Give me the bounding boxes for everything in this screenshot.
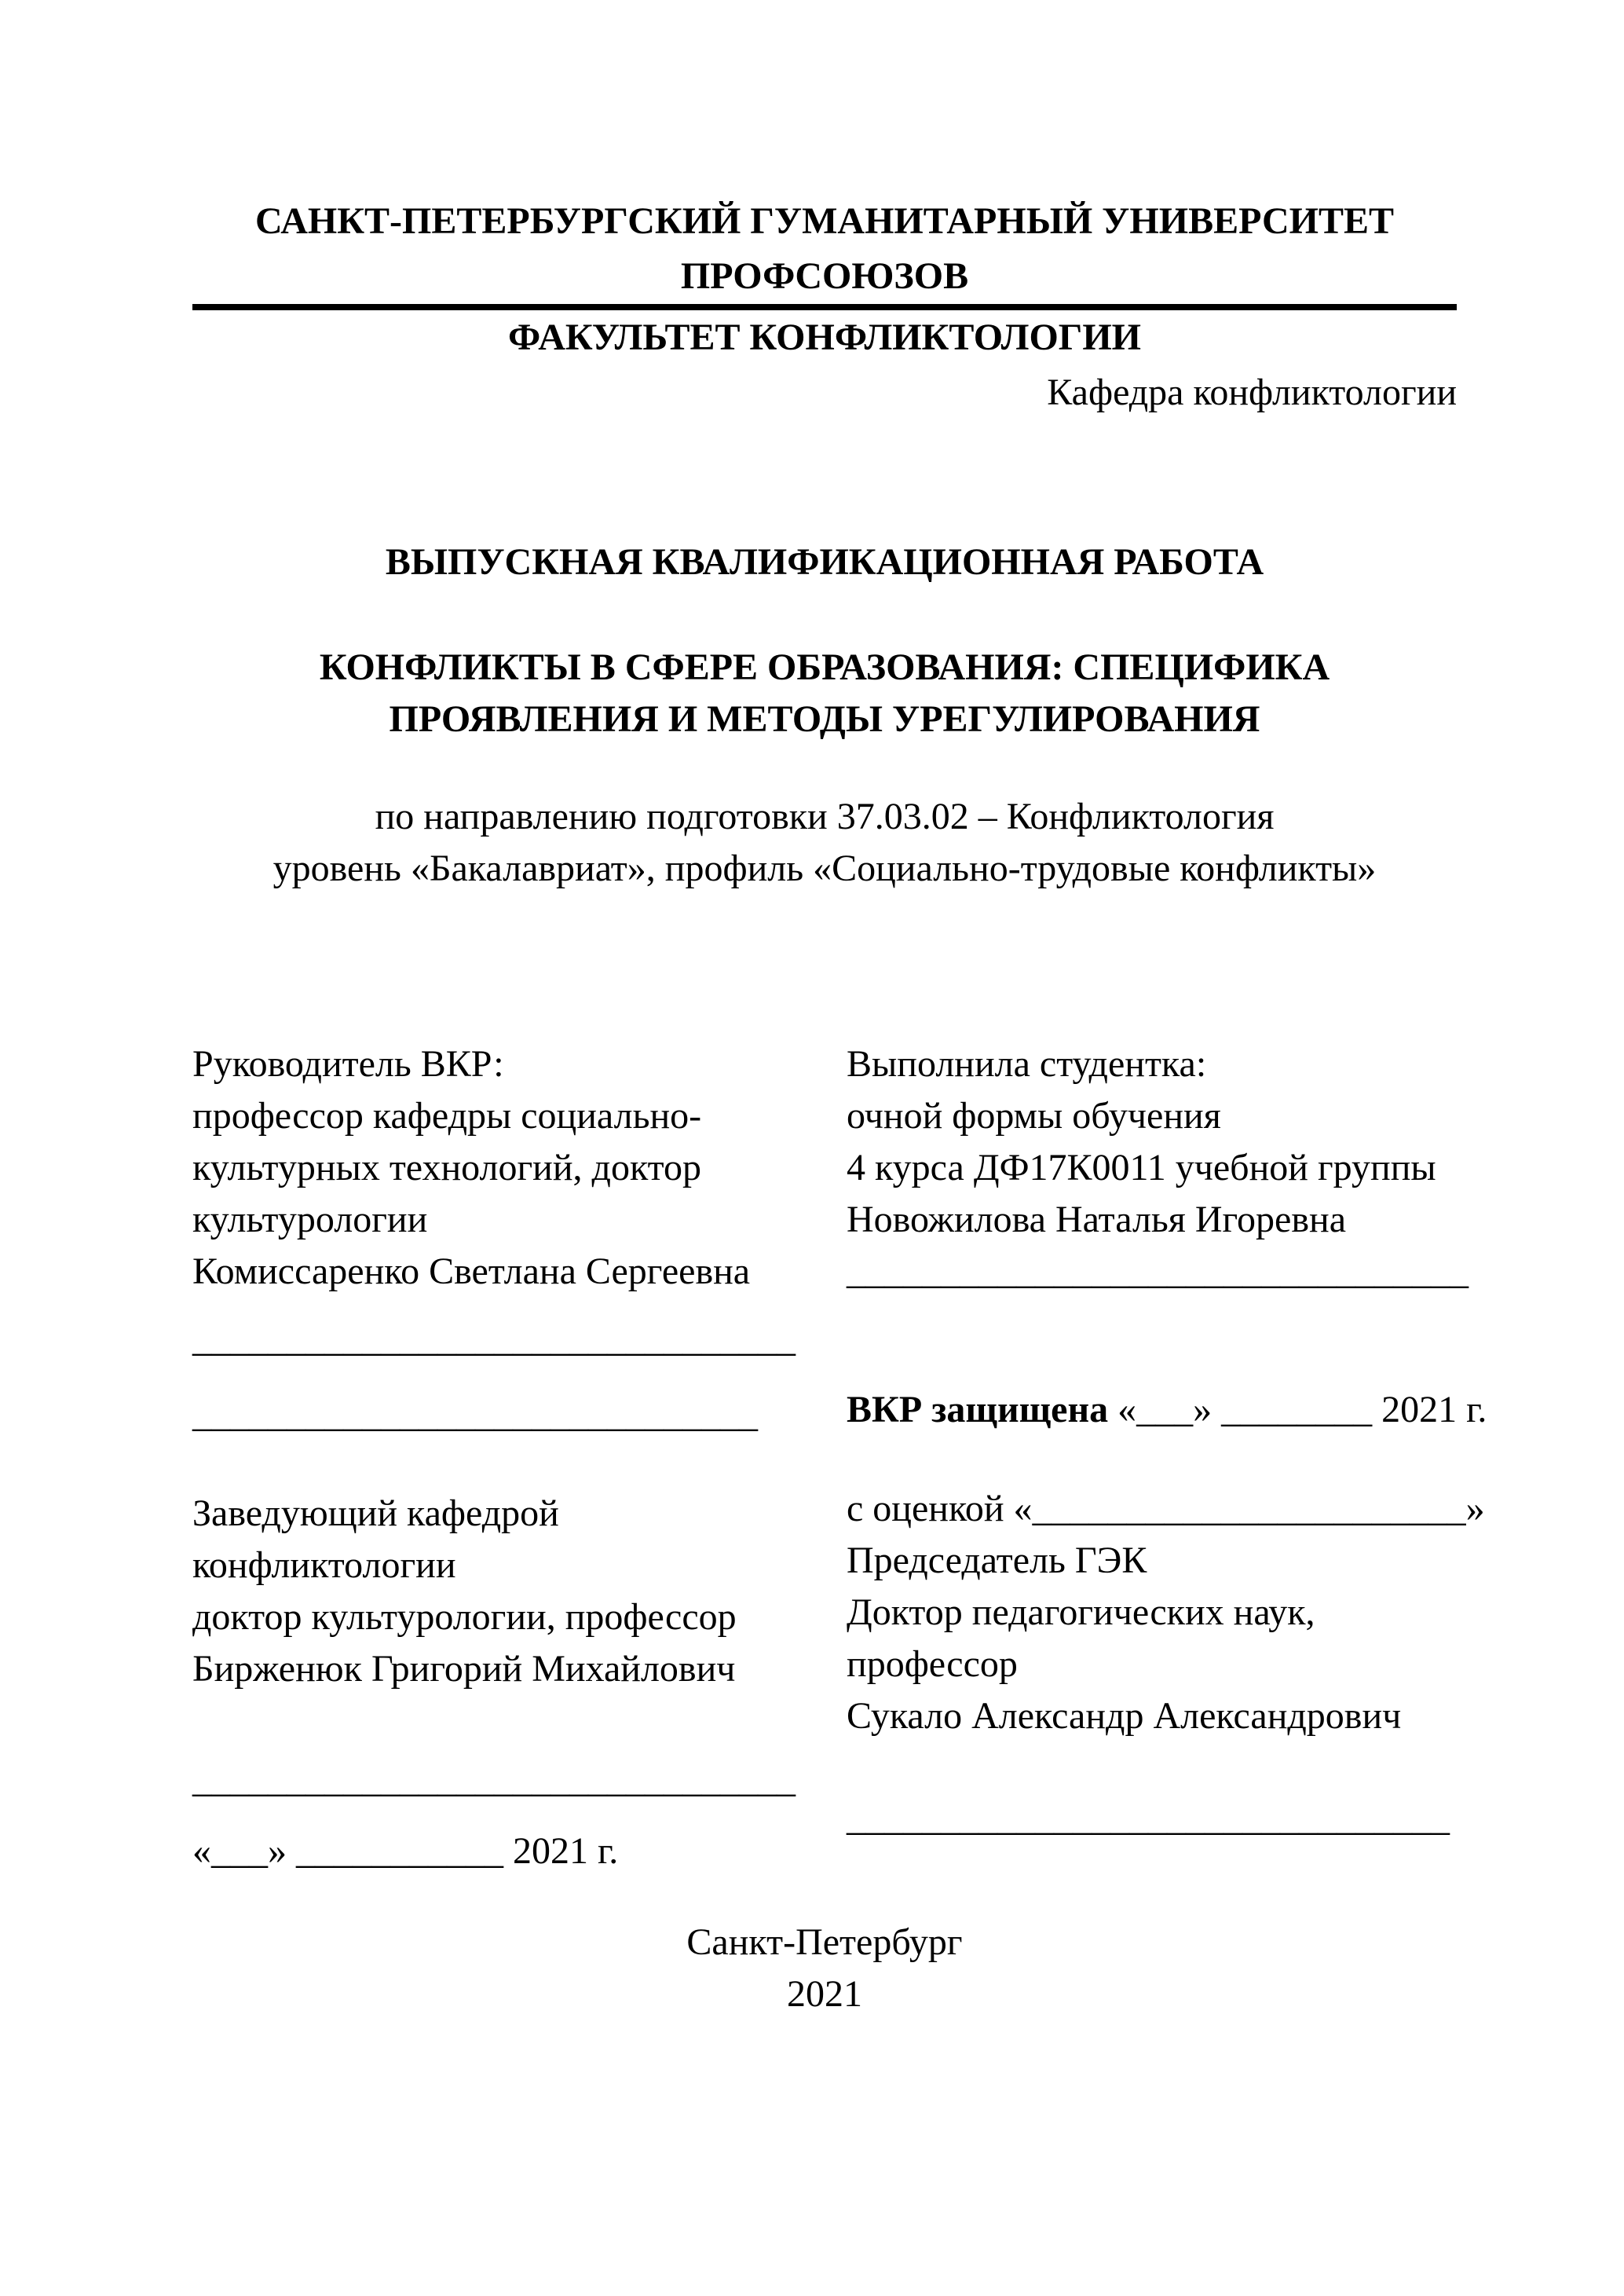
head-degree-line: доктор культурологии, профессор [192,1596,737,1638]
grade-suffix: » [1465,1488,1485,1529]
program-direction-line: по направлению подготовки 37.03.02 – Конфликтология [375,796,1275,837]
level-profile-line: уровень «Бакалавриат», профиль «Социально-трудовые конфликты» [272,848,1377,889]
page-footer [192,1917,1457,2020]
supervisor-position-line1: профессор кафедры социально- [192,1095,702,1137]
chairman-name: Сукало Александр Александрович [847,1695,1402,1737]
faculty-name: ФАКУЛЬТЕТ КОНФЛИКТОЛОГИИ [508,317,1141,358]
head-role-line1: Заведующий кафедрой [192,1492,559,1534]
city-name: Санкт-Петербург [686,1921,963,1963]
student-name: Новожилова Наталья Игоревна [847,1199,1346,1240]
university-name-line2: ПРОФСОЮЗОВ [680,255,969,297]
department-name: Кафедра конфликтологии [1047,372,1457,413]
spacer [192,895,1457,1038]
grade-blank: _______________________ [1032,1488,1466,1529]
supervisor-signature-line2: ______________________________ [192,1393,758,1435]
spacer [847,1436,1487,1483]
student-signature-line: _________________________________ [847,1251,1469,1292]
supervisor-role-label: Руководитель ВКР: [192,1043,504,1085]
supervisor-column [192,1038,847,1877]
header-divider-rule [192,304,1457,310]
page-header [192,194,1457,420]
head-date-line: «___» ___________ 2021 г. [192,1830,619,1872]
student-column [847,1038,1487,1877]
defense-defended-label: ВКР защищена [847,1389,1109,1430]
head-signature-line: ________________________________ [192,1759,796,1800]
head-role-line2: конфликтологии [192,1544,456,1586]
chairman-signature-line: ________________________________ [847,1797,1450,1839]
supervisor-name: Комиссаренко Светлана Сергеевна [192,1251,751,1292]
thesis-title-line2: ПРОЯВЛЕНИЯ И МЕТОДЫ УРЕГУЛИРОВАНИЯ [389,698,1260,740]
spacer [192,745,1457,791]
supervisor-signature-line: ________________________________ [192,1318,796,1360]
supervisor-position-line3: культурологии [192,1199,428,1240]
defense-grade-line [847,1483,1487,1535]
spacer [192,1298,847,1313]
chairman-label: Председатель ГЭК [847,1540,1147,1581]
spacer [192,1695,847,1754]
work-type-heading: ВЫПУСКНАЯ КВАЛИФИКАЦИОННАЯ РАБОТА [385,541,1264,583]
spacer [192,1441,847,1488]
signatures-section [192,1038,1487,1877]
spacer [847,1298,1487,1384]
student-performed-label: Выполнила студентка: [847,1043,1207,1085]
supervisor-position-line2: культурных технологий, доктор [192,1147,701,1188]
student-course-group: 4 курса ДФ17К0011 учебной группы [847,1147,1436,1188]
defense-defended-date: «___» ________ 2021 г. [1117,1389,1487,1430]
grade-prefix: с оценкой « [847,1488,1033,1529]
spacer [192,1877,1457,1917]
title-block [192,536,1457,895]
spacer [192,1806,847,1825]
chairman-degree: Доктор педагогических наук, [847,1591,1315,1633]
spacer [192,1365,847,1389]
spacer [192,588,1457,642]
year: 2021 [787,1973,862,2015]
head-name: Бирженюк Григорий Михайлович [192,1648,736,1690]
spacer [192,420,1457,536]
chairman-title: профессор [847,1643,1018,1685]
university-name-line1: САНКТ-ПЕТЕРБУРГСКИЙ ГУМАНИТАРНЫЙ УНИВЕРСИТЕТ [254,200,1395,242]
student-study-form: очной формы обучения [847,1095,1221,1137]
thesis-title-line1: КОНФЛИКТЫ В СФЕРЕ ОБРАЗОВАНИЯ: СПЕЦИФИКА [319,646,1330,688]
spacer [847,1742,1487,1792]
defense-date-line [847,1384,1487,1436]
